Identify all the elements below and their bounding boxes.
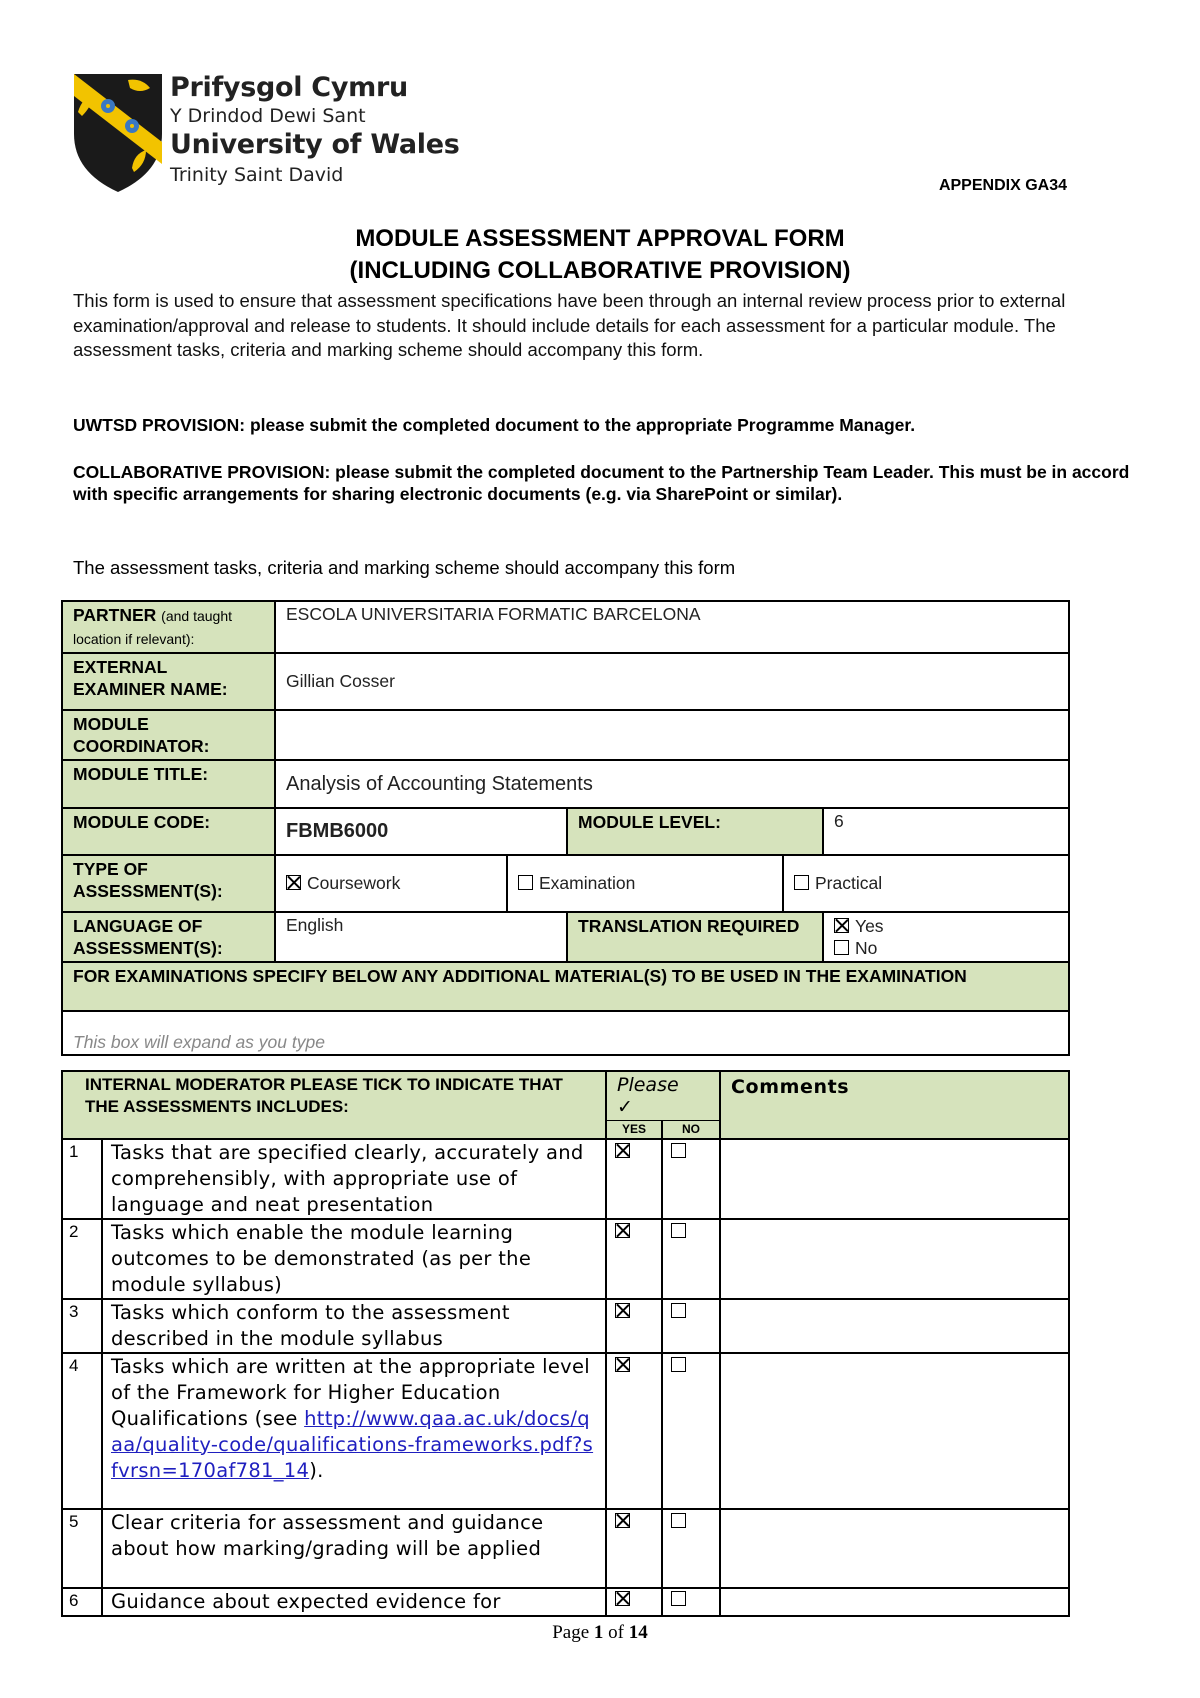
language-field[interactable]: English xyxy=(275,912,567,962)
yes-column-header: YES xyxy=(606,1121,662,1139)
title-line-1: MODULE ASSESSMENT APPROVAL FORM xyxy=(355,225,845,252)
exam-material-field[interactable]: This box will expand as you type xyxy=(62,1011,1069,1055)
item-number: 2 xyxy=(62,1219,102,1299)
please-tick-header xyxy=(606,1071,720,1121)
partner-label: PARTNER xyxy=(73,605,157,625)
partner-field[interactable]: ESCOLA UNIVERSITARIA FORMATIC BARCELONA xyxy=(275,601,1069,653)
item-text: Tasks that are specified clearly, accurately and comprehensibly, with appropriate use of language and neat presentation xyxy=(102,1139,606,1219)
practical-option[interactable] xyxy=(783,855,1069,912)
translation-no-label: No xyxy=(855,938,878,958)
practical-label: Practical xyxy=(815,873,883,893)
yes-cell[interactable] xyxy=(606,1509,662,1588)
translation-yes-checkbox[interactable] xyxy=(834,918,849,933)
no-checkbox[interactable] xyxy=(671,1357,686,1372)
yes-cell[interactable] xyxy=(606,1353,662,1509)
examiner-label: EXTERNAL EXAMINER NAME: xyxy=(62,653,275,710)
title-line-2: (INCLUDING COLLABORATIVE PROVISION) xyxy=(349,257,851,284)
coursework-label: Coursework xyxy=(307,873,401,893)
examiner-field[interactable]: Gillian Cosser xyxy=(275,653,1069,710)
yes-cell[interactable] xyxy=(606,1299,662,1353)
qaa-framework-link[interactable]: http://www.qaa.ac.uk/docs/qaa/quality-code/qualifications-frameworks.pdf?sfvrsn=170af781_14 xyxy=(111,1406,594,1482)
item-text: Clear criteria for assessment and guidance about how marking/grading will be applied xyxy=(102,1509,606,1588)
no-column-header: NO xyxy=(662,1121,720,1139)
translation-no-checkbox[interactable] xyxy=(834,940,849,955)
yes-cell[interactable] xyxy=(606,1219,662,1299)
item-text-before-link: Tasks which are written at the appropriate level of the Framework for Higher Education Qualifications (see xyxy=(111,1354,591,1430)
no-checkbox[interactable] xyxy=(671,1513,686,1528)
shield-crest-icon xyxy=(72,72,164,194)
examination-label: Examination xyxy=(539,873,636,893)
logo-welsh-subname: Y Drindod Dewi Sant xyxy=(170,105,366,127)
coordinator-label: MODULE COORDINATOR: xyxy=(62,710,275,760)
table-row xyxy=(62,1353,1069,1509)
module-details-table xyxy=(61,600,1070,1056)
no-checkbox[interactable] xyxy=(671,1223,686,1238)
language-label: LANGUAGE OF ASSESSMENT(S): xyxy=(62,912,275,962)
comments-header: Comments xyxy=(720,1071,1069,1139)
checklist-header: INTERNAL MODERATOR PLEASE TICK TO INDICATE THAT THE ASSESSMENTS INCLUDES: xyxy=(62,1071,606,1139)
comment-cell[interactable] xyxy=(720,1588,1069,1616)
item-number: 1 xyxy=(62,1139,102,1219)
module-level-field[interactable]: 6 xyxy=(823,808,1069,855)
examination-checkbox[interactable] xyxy=(518,875,533,890)
coordinator-field[interactable] xyxy=(275,710,1069,760)
translation-no-option[interactable] xyxy=(834,937,1058,959)
no-cell[interactable] xyxy=(662,1353,720,1509)
yes-checkbox[interactable] xyxy=(615,1143,630,1158)
no-checkbox[interactable] xyxy=(671,1143,686,1158)
coursework-checkbox[interactable] xyxy=(286,875,301,890)
translation-yes-option[interactable] xyxy=(834,915,1058,937)
no-cell[interactable] xyxy=(662,1219,720,1299)
page-title xyxy=(0,223,1200,287)
item-text: Tasks which enable the module learning outcomes to be demonstrated (as per the module syllabus) xyxy=(102,1219,606,1299)
no-cell[interactable] xyxy=(662,1299,720,1353)
yes-checkbox[interactable] xyxy=(615,1513,630,1528)
comment-cell[interactable] xyxy=(720,1353,1069,1509)
exam-material-label: FOR EXAMINATIONS SPECIFY BELOW ANY ADDITIONAL MATERIAL(S) TO BE USED IN THE EXAMINATION xyxy=(62,962,1069,1011)
yes-cell[interactable] xyxy=(606,1139,662,1219)
comment-cell[interactable] xyxy=(720,1509,1069,1588)
no-cell[interactable] xyxy=(662,1588,720,1616)
partner-label-cell xyxy=(62,601,275,653)
moderator-checklist-table xyxy=(61,1070,1070,1617)
translation-yes-label: Yes xyxy=(855,916,884,936)
page-footer xyxy=(0,1622,1200,1644)
practical-checkbox[interactable] xyxy=(794,875,809,890)
collaborative-provision-note: COLLABORATIVE PROVISION: please submit the completed document to the Partnership Team Leader. This must be in accord with specific arrangements for sharing electronic documents (e.g. via SharePoint or similar). xyxy=(73,462,1130,504)
page-total: 14 xyxy=(628,1622,648,1643)
item-text: Tasks which conform to the assessment described in the module syllabus xyxy=(102,1299,606,1353)
comment-cell[interactable] xyxy=(720,1219,1069,1299)
item-text: Guidance about expected evidence for xyxy=(102,1588,606,1616)
module-title-field[interactable]: Analysis of Accounting Statements xyxy=(275,760,1069,808)
intro-paragraph: This form is used to ensure that assessment specifications have been through an internal review process prior to external examination/approval and release to students. It should include details for each assessment for a particular module. The assessment tasks, criteria and marking scheme should accompany this form. xyxy=(73,290,1066,360)
coursework-option[interactable] xyxy=(275,855,507,912)
accompany-note: The assessment tasks, criteria and marking scheme should accompany this form xyxy=(73,557,736,578)
no-cell[interactable] xyxy=(662,1509,720,1588)
please-label: Please xyxy=(617,1074,679,1096)
translation-label: TRANSLATION REQUIRED xyxy=(567,912,823,962)
translation-options xyxy=(823,912,1069,962)
examination-option[interactable] xyxy=(507,855,783,912)
item-text xyxy=(102,1353,606,1509)
yes-checkbox[interactable] xyxy=(615,1591,630,1606)
item-number: 4 xyxy=(62,1353,102,1509)
logo-english-subname: Trinity Saint David xyxy=(170,164,344,186)
module-code-field[interactable]: FBMB6000 xyxy=(275,808,567,855)
item-text-after-link: ). xyxy=(309,1458,324,1482)
uwtsd-provision-note: UWTSD PROVISION: please submit the completed document to the appropriate Programme Manager. xyxy=(73,415,916,435)
table-row xyxy=(62,1509,1069,1588)
page-number: 1 xyxy=(593,1622,604,1643)
item-number: 3 xyxy=(62,1299,102,1353)
yes-checkbox[interactable] xyxy=(615,1303,630,1318)
module-code-label: MODULE CODE: xyxy=(62,808,275,855)
table-row xyxy=(62,1139,1069,1219)
logo-welsh-name: Prifysgol Cymru xyxy=(170,72,408,103)
logo-english-name: University of Wales xyxy=(170,129,460,160)
comment-cell[interactable] xyxy=(720,1139,1069,1219)
item-number: 6 xyxy=(62,1588,102,1616)
comment-cell[interactable] xyxy=(720,1299,1069,1353)
item-number: 5 xyxy=(62,1509,102,1588)
table-row xyxy=(62,1299,1069,1353)
partner-sublabel: (and taught location if relevant): xyxy=(73,608,233,647)
tick-mark-icon: ✓ xyxy=(617,1096,633,1118)
university-logo xyxy=(72,72,460,194)
no-cell[interactable] xyxy=(662,1139,720,1219)
no-checkbox[interactable] xyxy=(671,1303,686,1318)
table-row xyxy=(62,1219,1069,1299)
module-level-label: MODULE LEVEL: xyxy=(567,808,823,855)
yes-checkbox[interactable] xyxy=(615,1357,630,1372)
yes-checkbox[interactable] xyxy=(615,1223,630,1238)
page-word: Page xyxy=(552,1622,590,1643)
no-checkbox[interactable] xyxy=(671,1591,686,1606)
yes-cell[interactable] xyxy=(606,1588,662,1616)
module-title-label: MODULE TITLE: xyxy=(62,760,275,808)
assessment-type-label: TYPE OF ASSESSMENT(S): xyxy=(62,855,275,912)
table-row xyxy=(62,1588,1069,1616)
of-word: of xyxy=(608,1622,624,1643)
appendix-label: APPENDIX GA34 xyxy=(938,177,1067,194)
